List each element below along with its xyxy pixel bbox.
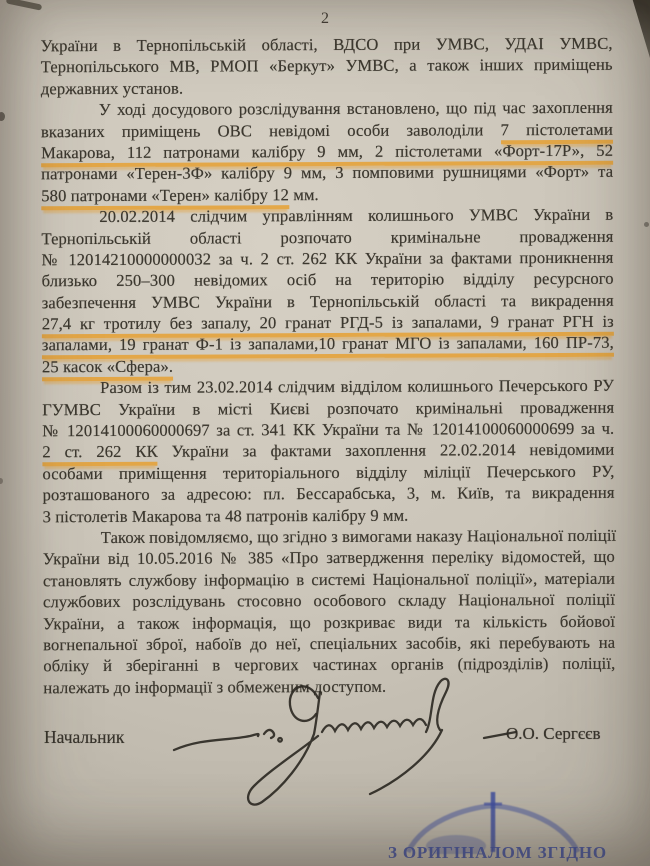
edge-speck — [644, 222, 649, 227]
document-line — [42, 332, 614, 356]
document-line: службових розслідувань стосовно особового складу Національної поліції — [42, 589, 616, 612]
highlight-underline: 25 касок «Сфера». — [42, 357, 173, 382]
highlight-underline: 2 ст. 262 КК — [42, 442, 157, 467]
stamp-text: З ОРИГІНАЛОМ ЗГІДНО — [388, 843, 607, 862]
document-line: Також повідомляємо, що згідно з вимогами наказу Національної поліції — [100, 525, 617, 547]
document-line — [41, 140, 613, 164]
edge-speck — [0, 112, 5, 121]
document-line: розташованого за адресою: пл. Бессарабська, 3, м. Київ, та викрадення — [42, 482, 615, 505]
document-line: державних установ. — [40, 78, 184, 99]
highlight-underline: 27,4 кг тротилу без запалу, 20 гранат РГД-5 із запалами, 9 гранат РГН із — [42, 312, 614, 338]
document-line: становлять службову інформацію в системі Національної поліції», матеріали — [42, 568, 615, 591]
document-line: 3 пістолетів Макарова та 48 патронів калібру 9 мм. — [42, 505, 409, 526]
document-line — [42, 311, 614, 335]
document-body — [41, 33, 616, 699]
document-line: вказаних приміщень ОВС невідомі особи заволоділи 7 пістолетами — [41, 118, 613, 142]
document-line: 2 ст. 262 КК України за фактами захоплення 22.02.2014 невідомими — [42, 439, 614, 463]
page-number: 2 — [321, 10, 329, 27]
document-line: У ході досудового розслідування встановлено, що під час захоплення — [98, 97, 613, 120]
edge-speck — [0, 478, 3, 484]
document-line: належать до інформації з обмеженим доступом. — [43, 676, 387, 697]
document-line: забезпечення УМВС України в Тернопільській області та викрадення — [41, 290, 614, 312]
document-line: України від 10.05.2016 № 385 «Про затвердження переліку відомостей, що — [42, 547, 615, 569]
document-line: ГУМВС України в місті Києві розпочато кримінальні провадження — [42, 397, 615, 419]
document-line: патронами «Терен-3Ф» калібру 9 мм, 3 помповими рушницями «Форт» та — [41, 162, 614, 184]
document-line: обліку й зберіганні в чергових частинах органів (підрозділів) поліції, — [43, 654, 616, 676]
signoff-title: Начальник — [44, 727, 125, 747]
signature — [168, 668, 520, 808]
highlight-underline: Макарова, 112 патронами калібру 9 мм, 2 пістолетами «Форт-17Р», 52 — [41, 141, 613, 167]
document-line: близько 250–300 невідомих осіб на територію відділу ресурсного — [41, 269, 614, 291]
document-line: України, а також інформація, що розкриває види та кількість бойової — [43, 611, 616, 633]
corner-shadow — [626, 0, 650, 58]
document-line: № 12014100060000697 за ст. 341 КК України та № 12014100060000699 за ч. — [42, 418, 615, 441]
document-line: № 12014210000000032 за ч. 2 ст. 262 КК України за фактами проникнення — [41, 247, 614, 270]
document-line: особами приміщення територіального відділу міліції Печерського РУ, — [42, 461, 615, 484]
document-line: Разом із тим 23.02.2014 слідчим відділом колишнього Печерського РУ — [100, 376, 615, 398]
document-line: України в Тернопільській області, ВДСО при УМВС, УДАІ УМВС, — [40, 33, 613, 56]
highlight-underline: 580 патронами «Терен» калібру 12 — [41, 185, 289, 210]
document-line: 580 патронами «Терен» калібру 12 мм. — [41, 182, 613, 206]
highlight-underline: запалами, 19 гранат Ф-1 із запалами,10 гранат МГО із запалами, 160 ПР-73, — [42, 333, 614, 359]
document-line: Тернопільського МВ, РМОП «Беркут» УМВС, а також інших приміщень — [40, 55, 613, 77]
document-line: 20.02.2014 слідчим управлінням колишнього УМВС України в — [99, 204, 614, 227]
highlight-underline: 7 пістолетами — [501, 119, 613, 143]
signoff-name: О.О. Сергєєв — [506, 724, 601, 743]
document-line: Тернопільській області розпочато кримінальне провадження — [41, 226, 614, 248]
document-line: вогнепальної зброї, набоїв до неї, спеціальних засобів, які перебувають на — [43, 632, 616, 655]
